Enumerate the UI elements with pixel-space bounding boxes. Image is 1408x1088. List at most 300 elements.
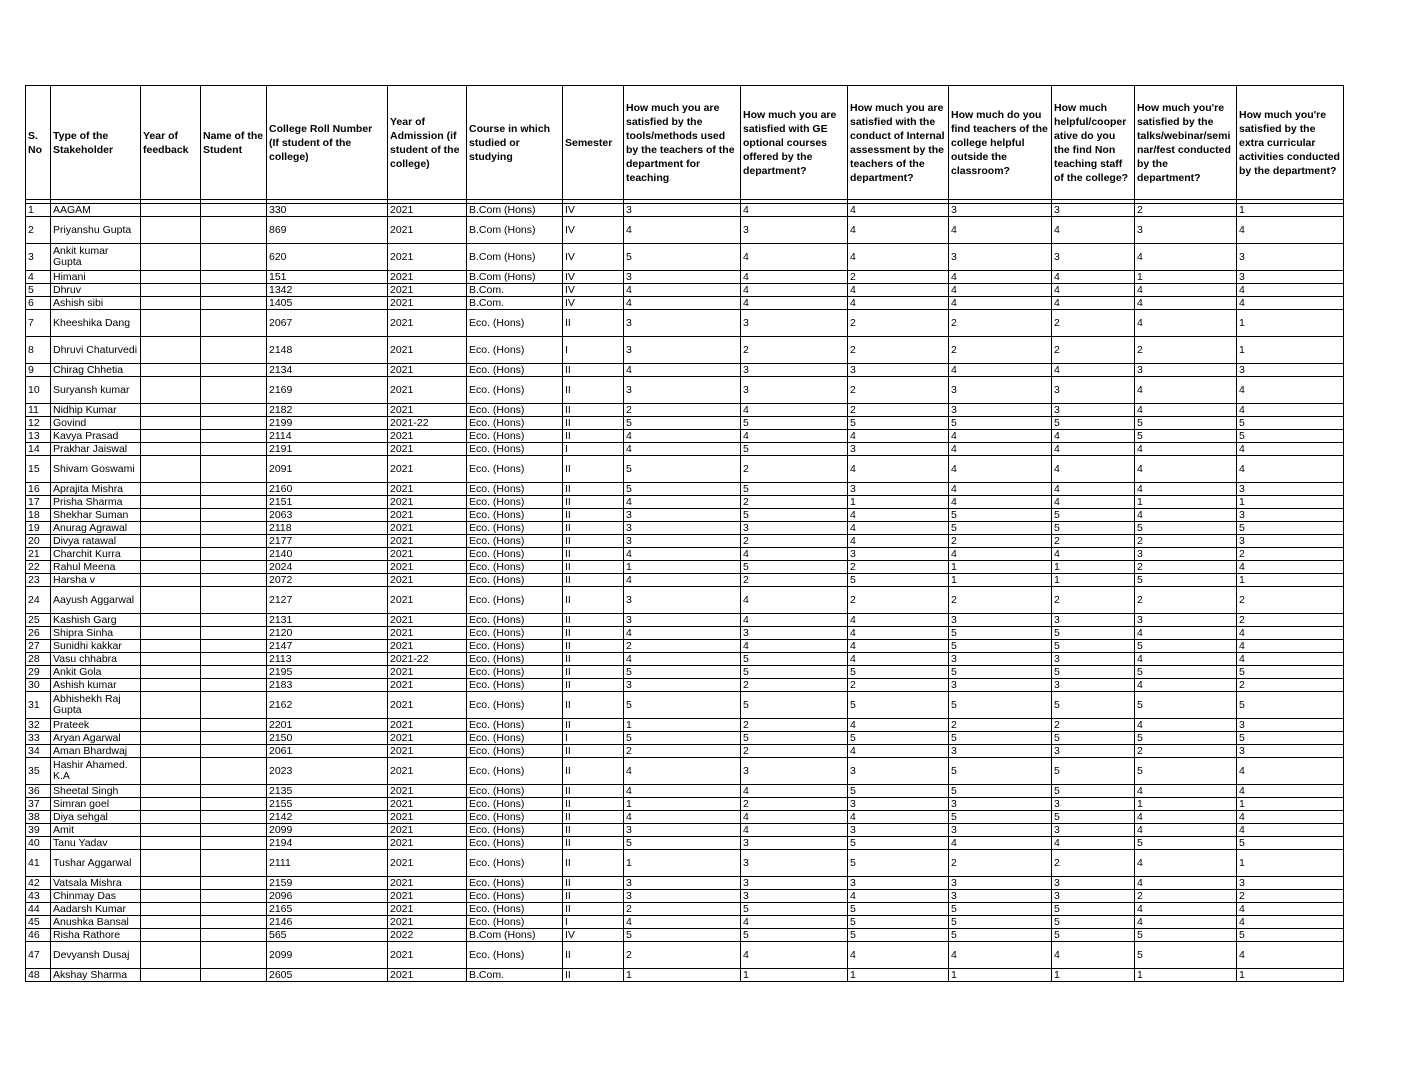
table-cell: 2 <box>741 745 848 758</box>
table-cell: 2162 <box>267 692 388 719</box>
table-cell: 4 <box>949 217 1052 244</box>
table-cell: 4 <box>1237 640 1344 653</box>
table-cell: 4 <box>949 496 1052 509</box>
table-cell <box>201 574 267 587</box>
header-cell: How much you are satisfied with the conduct of Internal assessment by the teachers of the department? <box>848 86 949 200</box>
table-cell: 2021 <box>388 837 467 850</box>
table-cell <box>201 204 267 217</box>
table-cell: 3 <box>1237 509 1344 522</box>
table-cell <box>141 430 201 443</box>
table-cell <box>141 732 201 745</box>
table-cell: 9 <box>26 364 51 377</box>
table-cell: 2021 <box>388 443 467 456</box>
table-cell: 4 <box>848 509 949 522</box>
table-cell: Govind <box>51 417 141 430</box>
table-cell: Eco. (Hons) <box>467 811 563 824</box>
table-cell <box>201 877 267 890</box>
table-cell: Kheeshika Dang <box>51 310 141 337</box>
table-cell: 32 <box>26 719 51 732</box>
table-cell <box>141 284 201 297</box>
table-cell <box>141 297 201 310</box>
table-cell: 2063 <box>267 509 388 522</box>
table-cell: IV <box>563 271 624 284</box>
table-cell: 5 <box>848 417 949 430</box>
table-cell: 2 <box>26 217 51 244</box>
table-cell: 4 <box>848 614 949 627</box>
table-cell: 2 <box>949 535 1052 548</box>
feedback-table <box>25 85 1344 982</box>
table-cell <box>201 456 267 483</box>
table-cell: 39 <box>26 824 51 837</box>
table-cell: 2021 <box>388 758 467 785</box>
table-cell <box>141 824 201 837</box>
table-row <box>26 614 1344 627</box>
header-row <box>26 86 1344 200</box>
table-cell: 4 <box>1052 496 1135 509</box>
table-cell: 1 <box>624 561 741 574</box>
table-cell: 4 <box>1135 916 1237 929</box>
table-cell: 2183 <box>267 679 388 692</box>
table-cell: 5 <box>624 837 741 850</box>
table-cell <box>141 942 201 969</box>
table-cell <box>141 877 201 890</box>
table-cell: 17 <box>26 496 51 509</box>
table-cell: Eco. (Hons) <box>467 916 563 929</box>
table-cell: 33 <box>26 732 51 745</box>
table-cell: 4 <box>624 811 741 824</box>
table-cell: 5 <box>1052 732 1135 745</box>
table-cell: 2 <box>741 456 848 483</box>
table-cell <box>201 417 267 430</box>
table-cell <box>201 824 267 837</box>
table-cell: 2 <box>741 679 848 692</box>
table-row <box>26 561 1344 574</box>
table-cell: 4 <box>848 244 949 271</box>
table-cell: 2021 <box>388 430 467 443</box>
table-cell: 2021 <box>388 679 467 692</box>
table-cell: 5 <box>848 732 949 745</box>
table-row <box>26 837 1344 850</box>
table-cell <box>141 535 201 548</box>
table-cell <box>201 916 267 929</box>
table-cell: 4 <box>1052 837 1135 850</box>
table-cell: 4 <box>741 942 848 969</box>
table-cell: 2021 <box>388 217 467 244</box>
table-cell <box>141 509 201 522</box>
table-cell: 2134 <box>267 364 388 377</box>
table-cell: 565 <box>267 929 388 942</box>
table-cell: 2021 <box>388 745 467 758</box>
header-cell: Name of the Student <box>201 86 267 200</box>
table-cell: 4 <box>848 456 949 483</box>
table-cell: Aayush Aggarwal <box>51 587 141 614</box>
table-cell: 1 <box>624 719 741 732</box>
table-cell: 34 <box>26 745 51 758</box>
table-cell: 4 <box>949 548 1052 561</box>
table-cell: 4 <box>1237 785 1344 798</box>
table-cell: 4 <box>1237 377 1344 404</box>
table-cell: Charchit Kurra <box>51 548 141 561</box>
table-cell: 1 <box>1135 798 1237 811</box>
table-cell: 2 <box>1052 850 1135 877</box>
table-cell: Suryansh kumar <box>51 377 141 404</box>
table-cell: 1 <box>848 496 949 509</box>
table-cell: Eco. (Hons) <box>467 548 563 561</box>
table-cell: 3 <box>1052 824 1135 837</box>
header-cell: Semester <box>563 86 624 200</box>
table-cell: 2 <box>1052 535 1135 548</box>
table-cell: 5 <box>624 417 741 430</box>
table-cell: II <box>563 561 624 574</box>
table-cell: 4 <box>848 640 949 653</box>
table-cell: 4 <box>624 627 741 640</box>
table-cell: 2021 <box>388 535 467 548</box>
table-cell <box>201 903 267 916</box>
table-cell <box>141 890 201 903</box>
table-cell: 4 <box>624 443 741 456</box>
table-row <box>26 653 1344 666</box>
table-cell: 3 <box>949 798 1052 811</box>
table-cell: II <box>563 745 624 758</box>
table-cell: 3 <box>848 758 949 785</box>
table-cell: 620 <box>267 244 388 271</box>
table-cell: AAGAM <box>51 204 141 217</box>
table-cell: 2 <box>1135 587 1237 614</box>
table-cell: II <box>563 785 624 798</box>
table-cell: 5 <box>741 692 848 719</box>
table-cell: 4 <box>1052 942 1135 969</box>
table-cell: 2021 <box>388 244 467 271</box>
table-cell: 1 <box>1237 337 1344 364</box>
table-cell: 4 <box>1237 811 1344 824</box>
table-row <box>26 509 1344 522</box>
table-cell: II <box>563 364 624 377</box>
table-cell <box>201 377 267 404</box>
table-cell: 2 <box>848 404 949 417</box>
table-cell <box>201 337 267 364</box>
table-cell: Eco. (Hons) <box>467 377 563 404</box>
table-cell: 2113 <box>267 653 388 666</box>
table-cell: 3 <box>741 758 848 785</box>
table-row <box>26 627 1344 640</box>
table-cell: 5 <box>848 850 949 877</box>
table-cell: 2 <box>848 377 949 404</box>
table-cell: 43 <box>26 890 51 903</box>
table-cell: 2061 <box>267 745 388 758</box>
table-cell: II <box>563 692 624 719</box>
table-cell <box>141 692 201 719</box>
table-cell: 4 <box>1135 456 1237 483</box>
table-cell: 4 <box>848 745 949 758</box>
table-cell: Eco. (Hons) <box>467 785 563 798</box>
table-cell: Harsha v <box>51 574 141 587</box>
table-cell: 4 <box>624 430 741 443</box>
table-cell: 4 <box>848 942 949 969</box>
table-cell: 1 <box>1237 798 1344 811</box>
table-cell: 4 <box>1237 824 1344 837</box>
table-cell: 4 <box>741 271 848 284</box>
table-cell: Eco. (Hons) <box>467 535 563 548</box>
table-cell: 3 <box>624 679 741 692</box>
table-cell <box>141 377 201 404</box>
table-cell: Shipra Sinha <box>51 627 141 640</box>
table-cell: 2021-22 <box>388 653 467 666</box>
table-cell: Vasu chhabra <box>51 653 141 666</box>
table-cell: 2177 <box>267 535 388 548</box>
table-cell: 18 <box>26 509 51 522</box>
table-cell: Eco. (Hons) <box>467 942 563 969</box>
table-cell: 4 <box>1237 456 1344 483</box>
table-cell: 4 <box>848 653 949 666</box>
table-cell: 2 <box>741 574 848 587</box>
table-cell: 5 <box>848 929 949 942</box>
header-cell: Year of feedback <box>141 86 201 200</box>
table-cell: II <box>563 417 624 430</box>
table-cell: 2 <box>949 337 1052 364</box>
table-row <box>26 377 1344 404</box>
table-cell: Eco. (Hons) <box>467 443 563 456</box>
table-cell: 3 <box>741 850 848 877</box>
table-cell: 2140 <box>267 548 388 561</box>
table-cell: 4 <box>848 430 949 443</box>
table-cell <box>201 561 267 574</box>
table-cell: 5 <box>949 692 1052 719</box>
table-cell: 3 <box>848 877 949 890</box>
table-cell: 5 <box>1135 522 1237 535</box>
table-cell: 2091 <box>267 456 388 483</box>
table-cell: 3 <box>1052 204 1135 217</box>
table-cell: 4 <box>1237 561 1344 574</box>
table-cell: 2150 <box>267 732 388 745</box>
table-cell: 5 <box>1237 929 1344 942</box>
table-cell: 4 <box>1135 443 1237 456</box>
table-cell: 5 <box>1135 666 1237 679</box>
table-cell: 1342 <box>267 284 388 297</box>
table-cell: 5 <box>848 666 949 679</box>
table-cell <box>141 271 201 284</box>
table-cell <box>201 890 267 903</box>
table-cell <box>141 837 201 850</box>
table-cell: 5 <box>1052 666 1135 679</box>
table-cell: 4 <box>1237 284 1344 297</box>
table-cell: 4 <box>624 496 741 509</box>
table-cell: 2111 <box>267 850 388 877</box>
table-cell: 4 <box>949 483 1052 496</box>
table-cell: B.Com (Hons) <box>467 929 563 942</box>
table-cell <box>201 587 267 614</box>
header-cell: How much you are satisfied by the tools/methods used by the teachers of the department for teaching <box>624 86 741 200</box>
table-cell <box>141 417 201 430</box>
table-cell: 2191 <box>267 443 388 456</box>
table-row <box>26 297 1344 310</box>
table-cell: 3 <box>1052 877 1135 890</box>
header-cell: College Roll Number (If student of the college) <box>267 86 388 200</box>
table-cell: Eco. (Hons) <box>467 417 563 430</box>
table-cell: 4 <box>1135 824 1237 837</box>
table-cell: 3 <box>741 627 848 640</box>
table-cell: 2022 <box>388 929 467 942</box>
table-cell: 1405 <box>267 297 388 310</box>
table-cell: Eco. (Hons) <box>467 890 563 903</box>
table-row <box>26 916 1344 929</box>
table-cell <box>141 679 201 692</box>
table-cell: 3 <box>949 204 1052 217</box>
table-row <box>26 271 1344 284</box>
table-cell <box>201 798 267 811</box>
table-cell: Eco. (Hons) <box>467 483 563 496</box>
table-cell: Ashish sibi <box>51 297 141 310</box>
table-cell: 2023 <box>267 758 388 785</box>
table-cell <box>201 404 267 417</box>
table-row <box>26 310 1344 337</box>
table-cell <box>201 666 267 679</box>
table-cell: 2021 <box>388 640 467 653</box>
table-row <box>26 404 1344 417</box>
table-cell: IV <box>563 297 624 310</box>
table-cell: Sunidhi kakkar <box>51 640 141 653</box>
table-cell: 5 <box>1237 837 1344 850</box>
table-cell: 2021 <box>388 942 467 969</box>
table-cell: Eco. (Hons) <box>467 745 563 758</box>
table-cell <box>201 653 267 666</box>
table-cell: Nidhip Kumar <box>51 404 141 417</box>
table-cell: 5 <box>1052 785 1135 798</box>
table-cell: 3 <box>624 204 741 217</box>
table-cell: 2160 <box>267 483 388 496</box>
table-cell <box>141 850 201 877</box>
table-cell: 2 <box>1237 548 1344 561</box>
table-cell <box>141 404 201 417</box>
table-cell: Chinmay Das <box>51 890 141 903</box>
table-cell: 5 <box>848 903 949 916</box>
table-cell: Kavya Prasad <box>51 430 141 443</box>
table-cell <box>141 903 201 916</box>
table-cell: 6 <box>26 297 51 310</box>
table-cell: 2021 <box>388 850 467 877</box>
table-cell: 3 <box>624 824 741 837</box>
table-cell: II <box>563 942 624 969</box>
table-cell <box>141 496 201 509</box>
table-cell: 2146 <box>267 916 388 929</box>
table-cell: 2021 <box>388 548 467 561</box>
table-cell: 5 <box>949 666 1052 679</box>
table-cell: 5 <box>1052 509 1135 522</box>
table-cell: 2072 <box>267 574 388 587</box>
table-cell <box>201 430 267 443</box>
table-cell <box>141 443 201 456</box>
table-cell: II <box>563 614 624 627</box>
table-cell <box>201 217 267 244</box>
table-cell: II <box>563 627 624 640</box>
table-cell: 5 <box>1135 837 1237 850</box>
table-cell: 3 <box>741 310 848 337</box>
table-cell <box>141 785 201 798</box>
table-cell: Eco. (Hons) <box>467 614 563 627</box>
table-cell: 4 <box>741 587 848 614</box>
table-cell: 1 <box>1135 969 1237 982</box>
table-cell: 5 <box>848 692 949 719</box>
table-cell: 2021 <box>388 719 467 732</box>
table-cell: 4 <box>949 271 1052 284</box>
table-cell: 2021 <box>388 364 467 377</box>
table-cell: 4 <box>1237 297 1344 310</box>
table-cell: 28 <box>26 653 51 666</box>
table-cell: II <box>563 653 624 666</box>
table-cell: 3 <box>1052 679 1135 692</box>
table-cell: 2021 <box>388 614 467 627</box>
table-cell: 2021 <box>388 811 467 824</box>
table-cell: 2 <box>741 496 848 509</box>
table-cell: 4 <box>624 653 741 666</box>
table-cell: 4 <box>624 364 741 377</box>
table-cell: 5 <box>1135 732 1237 745</box>
table-cell: 4 <box>741 548 848 561</box>
table-cell: 2021 <box>388 666 467 679</box>
table-cell: 5 <box>848 916 949 929</box>
table-cell: 5 <box>741 483 848 496</box>
table-cell: 2 <box>848 561 949 574</box>
table-cell: 5 <box>1135 758 1237 785</box>
table-cell: 4 <box>1135 877 1237 890</box>
table-cell: 4 <box>1135 627 1237 640</box>
table-cell: 4 <box>848 204 949 217</box>
table-cell <box>141 217 201 244</box>
table-cell: 2 <box>1237 679 1344 692</box>
table-cell: 5 <box>1052 640 1135 653</box>
table-cell: 4 <box>949 297 1052 310</box>
table-cell: 3 <box>741 522 848 535</box>
table-cell: 2169 <box>267 377 388 404</box>
table-cell: 5 <box>1237 430 1344 443</box>
table-cell: 11 <box>26 404 51 417</box>
table-row <box>26 548 1344 561</box>
table-cell: 3 <box>1052 890 1135 903</box>
table-cell: 4 <box>1237 217 1344 244</box>
table-cell: 4 <box>848 284 949 297</box>
table-cell: 1 <box>949 969 1052 982</box>
table-cell: 4 <box>1052 483 1135 496</box>
table-cell: 5 <box>741 666 848 679</box>
table-cell: Eco. (Hons) <box>467 574 563 587</box>
table-cell <box>141 758 201 785</box>
table-cell: 2021 <box>388 785 467 798</box>
table-cell: 1 <box>624 798 741 811</box>
table-cell: 2021 <box>388 310 467 337</box>
table-cell: 4 <box>1135 509 1237 522</box>
table-cell: 30 <box>26 679 51 692</box>
table-cell: 4 <box>1135 377 1237 404</box>
table-cell: 3 <box>1237 364 1344 377</box>
table-cell: Eco. (Hons) <box>467 798 563 811</box>
table-cell: 44 <box>26 903 51 916</box>
table-cell: 5 <box>1135 929 1237 942</box>
table-cell <box>141 627 201 640</box>
table-cell: 2 <box>1052 587 1135 614</box>
table-cell: 4 <box>949 284 1052 297</box>
table-cell: 5 <box>1237 522 1344 535</box>
table-cell: 2 <box>949 587 1052 614</box>
table-cell: 3 <box>741 364 848 377</box>
table-row <box>26 587 1344 614</box>
table-cell: 5 <box>1052 417 1135 430</box>
table-cell <box>201 522 267 535</box>
table-cell <box>201 310 267 337</box>
table-cell: 2021 <box>388 561 467 574</box>
table-cell: B.Com. <box>467 969 563 982</box>
table-cell: 2194 <box>267 837 388 850</box>
table-row <box>26 785 1344 798</box>
table-cell: 5 <box>949 509 1052 522</box>
